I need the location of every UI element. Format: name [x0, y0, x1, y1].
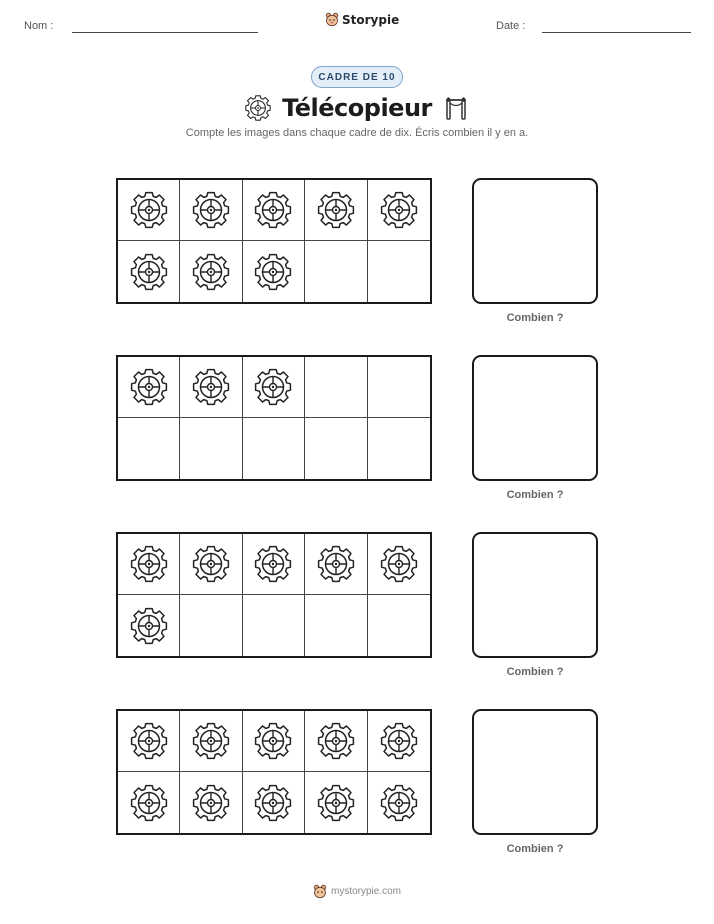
gear-icon	[253, 544, 293, 584]
name-label: Nom :	[24, 20, 54, 32]
gear-icon	[253, 367, 293, 407]
combien-label: Combien ?	[506, 843, 564, 855]
ten-frame-cell	[243, 534, 305, 595]
gear-icon	[129, 367, 169, 407]
gear-icon	[129, 252, 169, 292]
ten-frame-cell	[305, 711, 367, 772]
ten-frame-cell	[368, 595, 430, 656]
ten-frame-cell	[368, 772, 430, 833]
ten-frame-cell	[180, 418, 242, 479]
gear-icon	[191, 783, 231, 823]
ten-frame-cell	[180, 772, 242, 833]
ten-frame-cell	[118, 711, 180, 772]
brand-name: Storypie	[342, 12, 400, 27]
name-line	[72, 32, 258, 33]
storypie-mascot-icon	[313, 884, 327, 899]
ten-frame	[116, 355, 432, 481]
ten-frame-cell	[305, 357, 367, 418]
ten-frame-cell	[243, 418, 305, 479]
ten-frame-cell	[243, 357, 305, 418]
ten-frame-cell	[368, 357, 430, 418]
gear-icon	[191, 190, 231, 230]
gear-icon	[253, 783, 293, 823]
ten-frame-cell	[305, 772, 367, 833]
gear-icon	[191, 721, 231, 761]
ten-frame-cell	[118, 180, 180, 241]
title-row	[0, 90, 714, 126]
ten-frame	[116, 532, 432, 658]
ten-frame-cell	[368, 241, 430, 302]
ten-frame-cell	[305, 418, 367, 479]
answer-box[interactable]	[472, 532, 598, 658]
worksheet-header	[0, 0, 714, 50]
gear-icon	[316, 721, 356, 761]
ten-frame-cell	[305, 241, 367, 302]
category-badge: CADRE DE 10	[311, 66, 403, 88]
gear-icon	[316, 190, 356, 230]
brand-logo	[325, 12, 399, 27]
gear-icon	[129, 544, 169, 584]
ten-frame-cell	[368, 180, 430, 241]
combien-label: Combien ?	[506, 489, 564, 501]
ten-frame-cell	[243, 772, 305, 833]
gear-icon	[129, 190, 169, 230]
ten-frame-cell	[180, 534, 242, 595]
date-line	[542, 32, 691, 33]
ten-frame-cell	[118, 418, 180, 479]
combien-label: Combien ?	[506, 312, 564, 324]
ten-frame-cell	[368, 418, 430, 479]
gear-icon	[129, 606, 169, 646]
ten-frame-cell	[180, 595, 242, 656]
gear-icon	[129, 783, 169, 823]
footer-url: mystorypie.com	[330, 886, 401, 897]
ten-frame-cell	[118, 534, 180, 595]
footer	[0, 884, 714, 899]
ten-frame-cell	[305, 595, 367, 656]
gear-icon	[191, 367, 231, 407]
ten-frame-cell	[305, 180, 367, 241]
gear-icon	[191, 544, 231, 584]
ten-frame-cell	[180, 241, 242, 302]
ten-frame-cell	[180, 357, 242, 418]
ten-frame-cell	[243, 241, 305, 302]
instructions: Compte les images dans chaque cadre de dix. Écris combien il y en a.	[185, 127, 529, 139]
ten-frame-cell	[118, 241, 180, 302]
gear-icon	[379, 190, 419, 230]
gear-icon	[316, 783, 356, 823]
ten-frame-cell	[180, 711, 242, 772]
gear-icon	[253, 721, 293, 761]
ten-frame-cell	[118, 772, 180, 833]
ten-frame-cell	[368, 534, 430, 595]
ten-frame-cell	[243, 711, 305, 772]
gear-icon	[191, 252, 231, 292]
gear-icon	[253, 190, 293, 230]
gear-icon	[379, 783, 419, 823]
ten-frame-cell	[118, 357, 180, 418]
gear-icon	[129, 721, 169, 761]
storypie-mascot-icon	[325, 12, 339, 27]
ten-frame-cell	[180, 180, 242, 241]
fax-machine-icon	[442, 94, 470, 122]
gear-icon	[316, 544, 356, 584]
ten-frame-cell	[368, 711, 430, 772]
answer-box[interactable]	[472, 709, 598, 835]
gear-icon	[253, 252, 293, 292]
answer-box[interactable]	[472, 178, 598, 304]
ten-frame	[116, 709, 432, 835]
combien-label: Combien ?	[506, 666, 564, 678]
page-title: Télécopieur	[282, 94, 432, 122]
ten-frame	[116, 178, 432, 304]
gear-icon	[244, 94, 272, 122]
ten-frame-cell	[243, 595, 305, 656]
ten-frame-cell	[305, 534, 367, 595]
answer-box[interactable]	[472, 355, 598, 481]
ten-frame-cell	[118, 595, 180, 656]
gear-icon	[379, 544, 419, 584]
gear-icon	[379, 721, 419, 761]
ten-frame-cell	[243, 180, 305, 241]
date-label: Date :	[496, 20, 526, 32]
